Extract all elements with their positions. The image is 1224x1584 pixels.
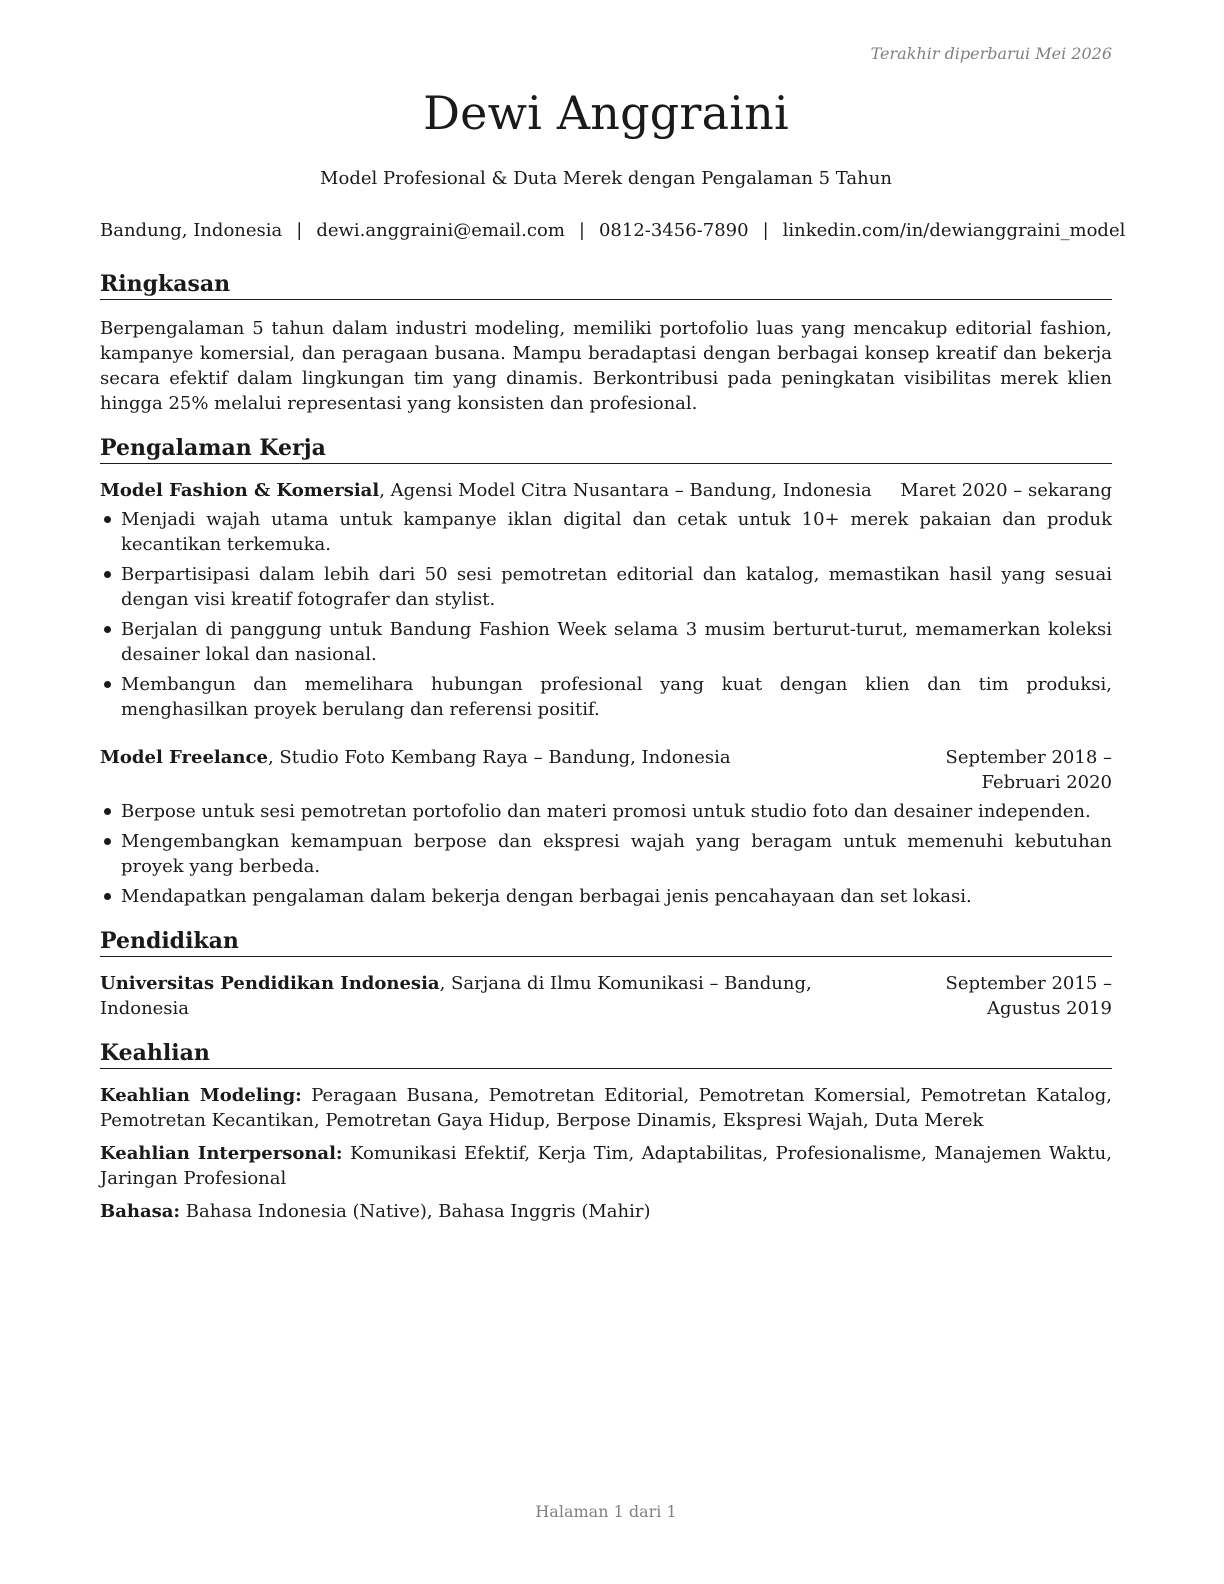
job-role: Model Freelance [100, 747, 268, 768]
job-bullet: Mengembangkan kemampuan berpose dan ekspresi wajah yang beragam untuk memenuhi kebutuhan proyek yang berbeda. [100, 829, 1112, 879]
skill-row [100, 1083, 1112, 1133]
job-bullet: Menjadi wajah utama untuk kampanye iklan digital dan cetak untuk 10+ merek pakaian dan produk kecantikan terkemuka. [100, 507, 1112, 557]
skill-row [100, 1141, 1112, 1191]
education-entry [100, 971, 1112, 1021]
contact-phone: 0812-3456-7890 [598, 220, 749, 241]
experience-section [100, 434, 1112, 909]
skill-value: Komunikasi Efektif, Kerja Tim, Adaptabilitas, Profesionalisme, Manajemen Waktu, Jaringan Profesional [100, 1143, 1112, 1189]
education-section [100, 927, 1112, 1021]
contact-separator: | [578, 220, 585, 241]
contact-email[interactable]: dewi.anggraini@email.com [316, 220, 565, 241]
summary-text: Berpengalaman 5 tahun dalam industri modeling, memiliki portofolio luas yang mencakup editorial fashion, kampanye komersial, dan peragaan busana. Mampu beradaptasi dengan berbagai konsep kreatif dan bekerja secara efektif dalam lingkungan tim yang dinamis. Berkontribusi pada peningkatan visibilitas merek klien hingga 25% melalui representasi yang konsisten dan profesional. [100, 318, 1112, 414]
section-title-skills: Keahlian [100, 1039, 1112, 1069]
job-bullet: Membangun dan memelihara hubungan profesional yang kuat dengan klien dan tim produksi, menghasilkan proyek berulang dan referensi positif. [100, 672, 1112, 722]
education-dates: September 2015 – Agustus 2019 [945, 973, 1112, 1019]
job-header [100, 745, 1112, 795]
skill-label: Keahlian Interpersonal: [100, 1143, 343, 1164]
job-bullet: Berpose untuk sesi pemotretan portofolio dan materi promosi untuk studio foto dan desainer independen. [100, 799, 1112, 824]
job-organization: , Studio Foto Kembang Raya – Bandung, Indonesia [267, 747, 731, 768]
education-school: Universitas Pendidikan Indonesia [100, 973, 440, 994]
contact-linkedin[interactable]: linkedin.com/in/dewianggraini_model [782, 220, 1126, 241]
section-title-education: Pendidikan [100, 927, 1112, 957]
job-dates: September 2018 – Februari 2020 [945, 747, 1112, 793]
job-bullets [100, 507, 1112, 722]
skill-label: Bahasa: [100, 1201, 181, 1222]
section-title-summary: Ringkasan [100, 270, 1112, 300]
job-title-line [100, 478, 876, 503]
job-role: Model Fashion & Komersial [100, 480, 380, 501]
job-header [100, 478, 1112, 503]
contact-line [100, 220, 1126, 241]
job-entry [100, 745, 1112, 909]
job-bullet: Berpartisipasi dalam lebih dari 50 sesi pemotretan editorial dan katalog, memastikan hasil yang sesuai dengan visi kreatif fotografer dan stylist. [100, 562, 1112, 612]
job-entry [100, 478, 1112, 722]
contact-separator: | [296, 220, 303, 241]
contact-separator: | [762, 220, 769, 241]
job-bullet: Berjalan di panggung untuk Bandung Fashion Week selama 3 musim berturut-turut, memamerkan koleksi desainer lokal dan nasional. [100, 617, 1112, 667]
contact-location: Bandung, Indonesia [100, 220, 283, 241]
page-number: Halaman 1 dari 1 [535, 1502, 677, 1521]
job-bullets [100, 799, 1112, 909]
skills-section [100, 1039, 1112, 1224]
skill-row [100, 1199, 1112, 1224]
job-dates: Maret 2020 – sekarang [900, 480, 1112, 501]
candidate-name: Dewi Anggraini [423, 86, 789, 140]
candidate-tagline: Model Profesional & Duta Merek dengan Pengalaman 5 Tahun [320, 168, 892, 189]
job-title-line [100, 745, 848, 770]
skill-value: Peragaan Busana, Pemotretan Editorial, Pemotretan Komersial, Pemotretan Katalog, Pemotretan Kecantikan, Pemotretan Gaya Hidup, Berpose Dinamis, Ekspresi Wajah, Duta Merek [100, 1085, 1112, 1131]
resume-page [100, 0, 1126, 1584]
job-organization: , Agensi Model Citra Nusantara – Bandung, Indonesia [379, 480, 872, 501]
education-line [100, 971, 848, 1021]
section-title-experience: Pengalaman Kerja [100, 434, 1112, 464]
last-updated-note: Terakhir diperbarui Mei 2026 [870, 44, 1112, 63]
resume-content [100, 270, 1112, 1242]
skill-label: Keahlian Modeling: [100, 1085, 302, 1106]
education-degree: , Sarjana di Ilmu Komunikasi – Bandung, Indonesia [100, 973, 812, 1019]
skill-value: Bahasa Indonesia (Native), Bahasa Inggris (Mahir) [180, 1201, 651, 1222]
summary-section [100, 270, 1112, 416]
job-bullet: Mendapatkan pengalaman dalam bekerja dengan berbagai jenis pencahayaan dan set lokasi. [100, 884, 1112, 909]
